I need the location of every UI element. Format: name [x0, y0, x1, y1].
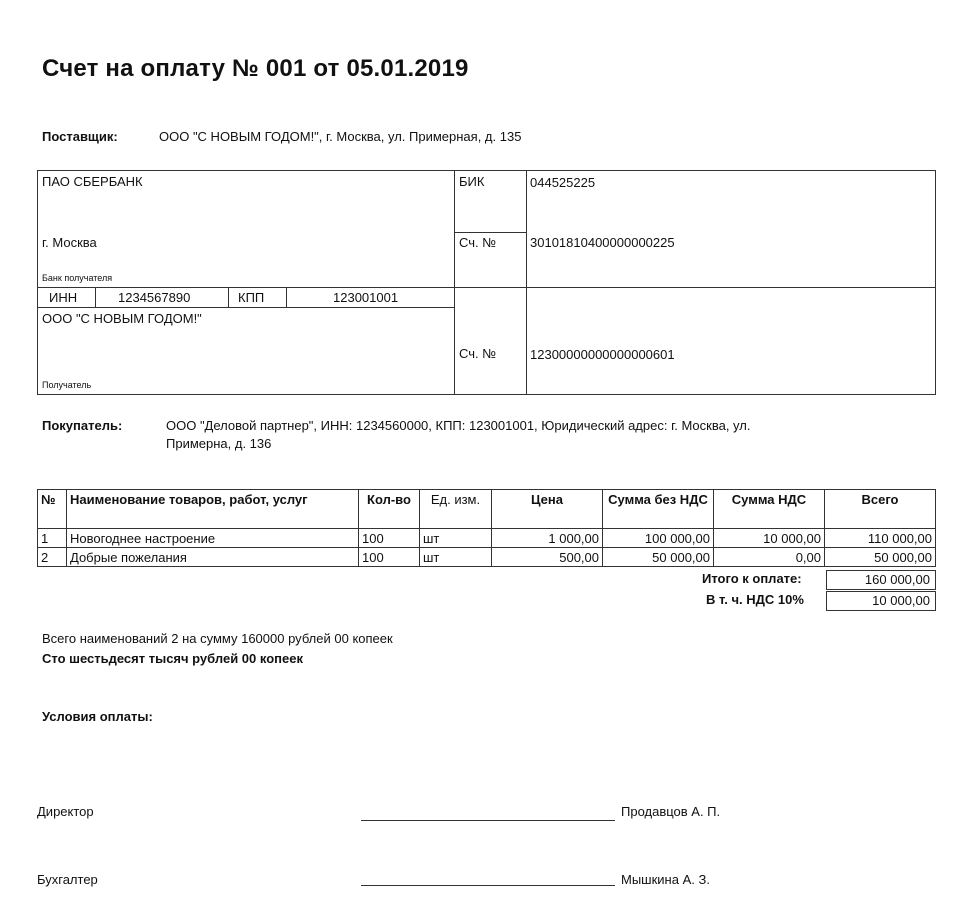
accountant-label: Бухгалтер [37, 872, 98, 887]
corr-account-value: 30101810400000000225 [530, 235, 675, 250]
buyer-label: Покупатель: [42, 418, 123, 433]
supplier-label: Поставщик: [42, 129, 118, 144]
kpp-value: 123001001 [333, 290, 399, 305]
page-title: Счет на оплату № 001 от 05.01.2019 [42, 55, 469, 82]
kpp-label: КПП [238, 290, 265, 305]
bik-value: 044525225 [530, 175, 596, 190]
header-price: Цена [492, 490, 603, 529]
row-name: Добрые пожелания [67, 548, 359, 567]
row-unit: шт [420, 529, 492, 548]
buyer-line-1: ООО "Деловой партнер", ИНН: 1234560000, КПП: 123001001, Юридический адрес: г. Москва, ул. [166, 418, 751, 433]
bik-label: БИК [459, 174, 485, 189]
bank-city: г. Москва [42, 235, 97, 250]
row-number: 1 [38, 529, 67, 548]
director-signature-line [361, 820, 615, 821]
summary-amount-words: Сто шестьдесят тысяч рублей 00 копеек [42, 651, 303, 666]
table-row [38, 529, 936, 548]
row-price: 1 000,00 [492, 529, 603, 548]
row-unit: шт [420, 548, 492, 567]
header-sum-no-vat: Сумма без НДС [603, 490, 714, 529]
supplier-value: ООО "С НОВЫМ ГОДОМ!", г. Москва, ул. Примерная, д. 135 [159, 129, 522, 144]
accountant-name: Мышкина А. З. [621, 872, 710, 887]
row-name: Новогоднее настроение [67, 529, 359, 548]
buyer-line-2: Примерна, д. 136 [166, 436, 272, 451]
header-vat: Сумма НДС [714, 490, 825, 529]
corr-account-label: Сч. № [459, 235, 497, 250]
bank-caption: Банк получателя [42, 273, 113, 283]
recipient-name: ООО "С НОВЫМ ГОДОМ!" [42, 311, 202, 326]
bank-details-block [37, 170, 936, 395]
row-total: 110 000,00 [825, 529, 936, 548]
inn-value: 1234567890 [118, 290, 191, 305]
header-unit: Ед. изм. [420, 490, 492, 529]
header-name: Наименование товаров, работ, услуг [67, 490, 359, 529]
row-price: 500,00 [492, 548, 603, 567]
row-vat: 0,00 [714, 548, 825, 567]
account-value: 12300000000000000601 [530, 347, 675, 362]
header-number: № [38, 490, 67, 529]
row-vat: 10 000,00 [714, 529, 825, 548]
total-value: 160 000,00 [826, 570, 936, 590]
total-label: Итого к оплате: [702, 571, 802, 586]
payment-terms-label: Условия оплаты: [42, 709, 153, 724]
inn-label: ИНН [49, 290, 78, 305]
accountant-signature-line [361, 885, 615, 886]
recipient-caption: Получатель [42, 380, 92, 390]
vat-label: В т. ч. НДС 10% [706, 592, 804, 607]
row-total: 50 000,00 [825, 548, 936, 567]
bank-name: ПАО СБЕРБАНК [42, 174, 143, 189]
table-row [38, 548, 936, 567]
row-qty: 100 [359, 529, 420, 548]
items-table [37, 489, 936, 567]
director-label: Директор [37, 804, 94, 819]
vat-value: 10 000,00 [826, 591, 936, 611]
director-name: Продавцов А. П. [621, 804, 721, 819]
row-qty: 100 [359, 548, 420, 567]
row-sum-no-vat: 50 000,00 [603, 548, 714, 567]
row-number: 2 [38, 548, 67, 567]
header-total: Всего [825, 490, 936, 529]
account-label: Сч. № [459, 346, 497, 361]
summary-count: Всего наименований 2 на сумму 160000 рублей 00 копеек [42, 631, 393, 646]
table-header-row [38, 490, 936, 529]
row-sum-no-vat: 100 000,00 [603, 529, 714, 548]
header-qty: Кол-во [359, 490, 420, 529]
